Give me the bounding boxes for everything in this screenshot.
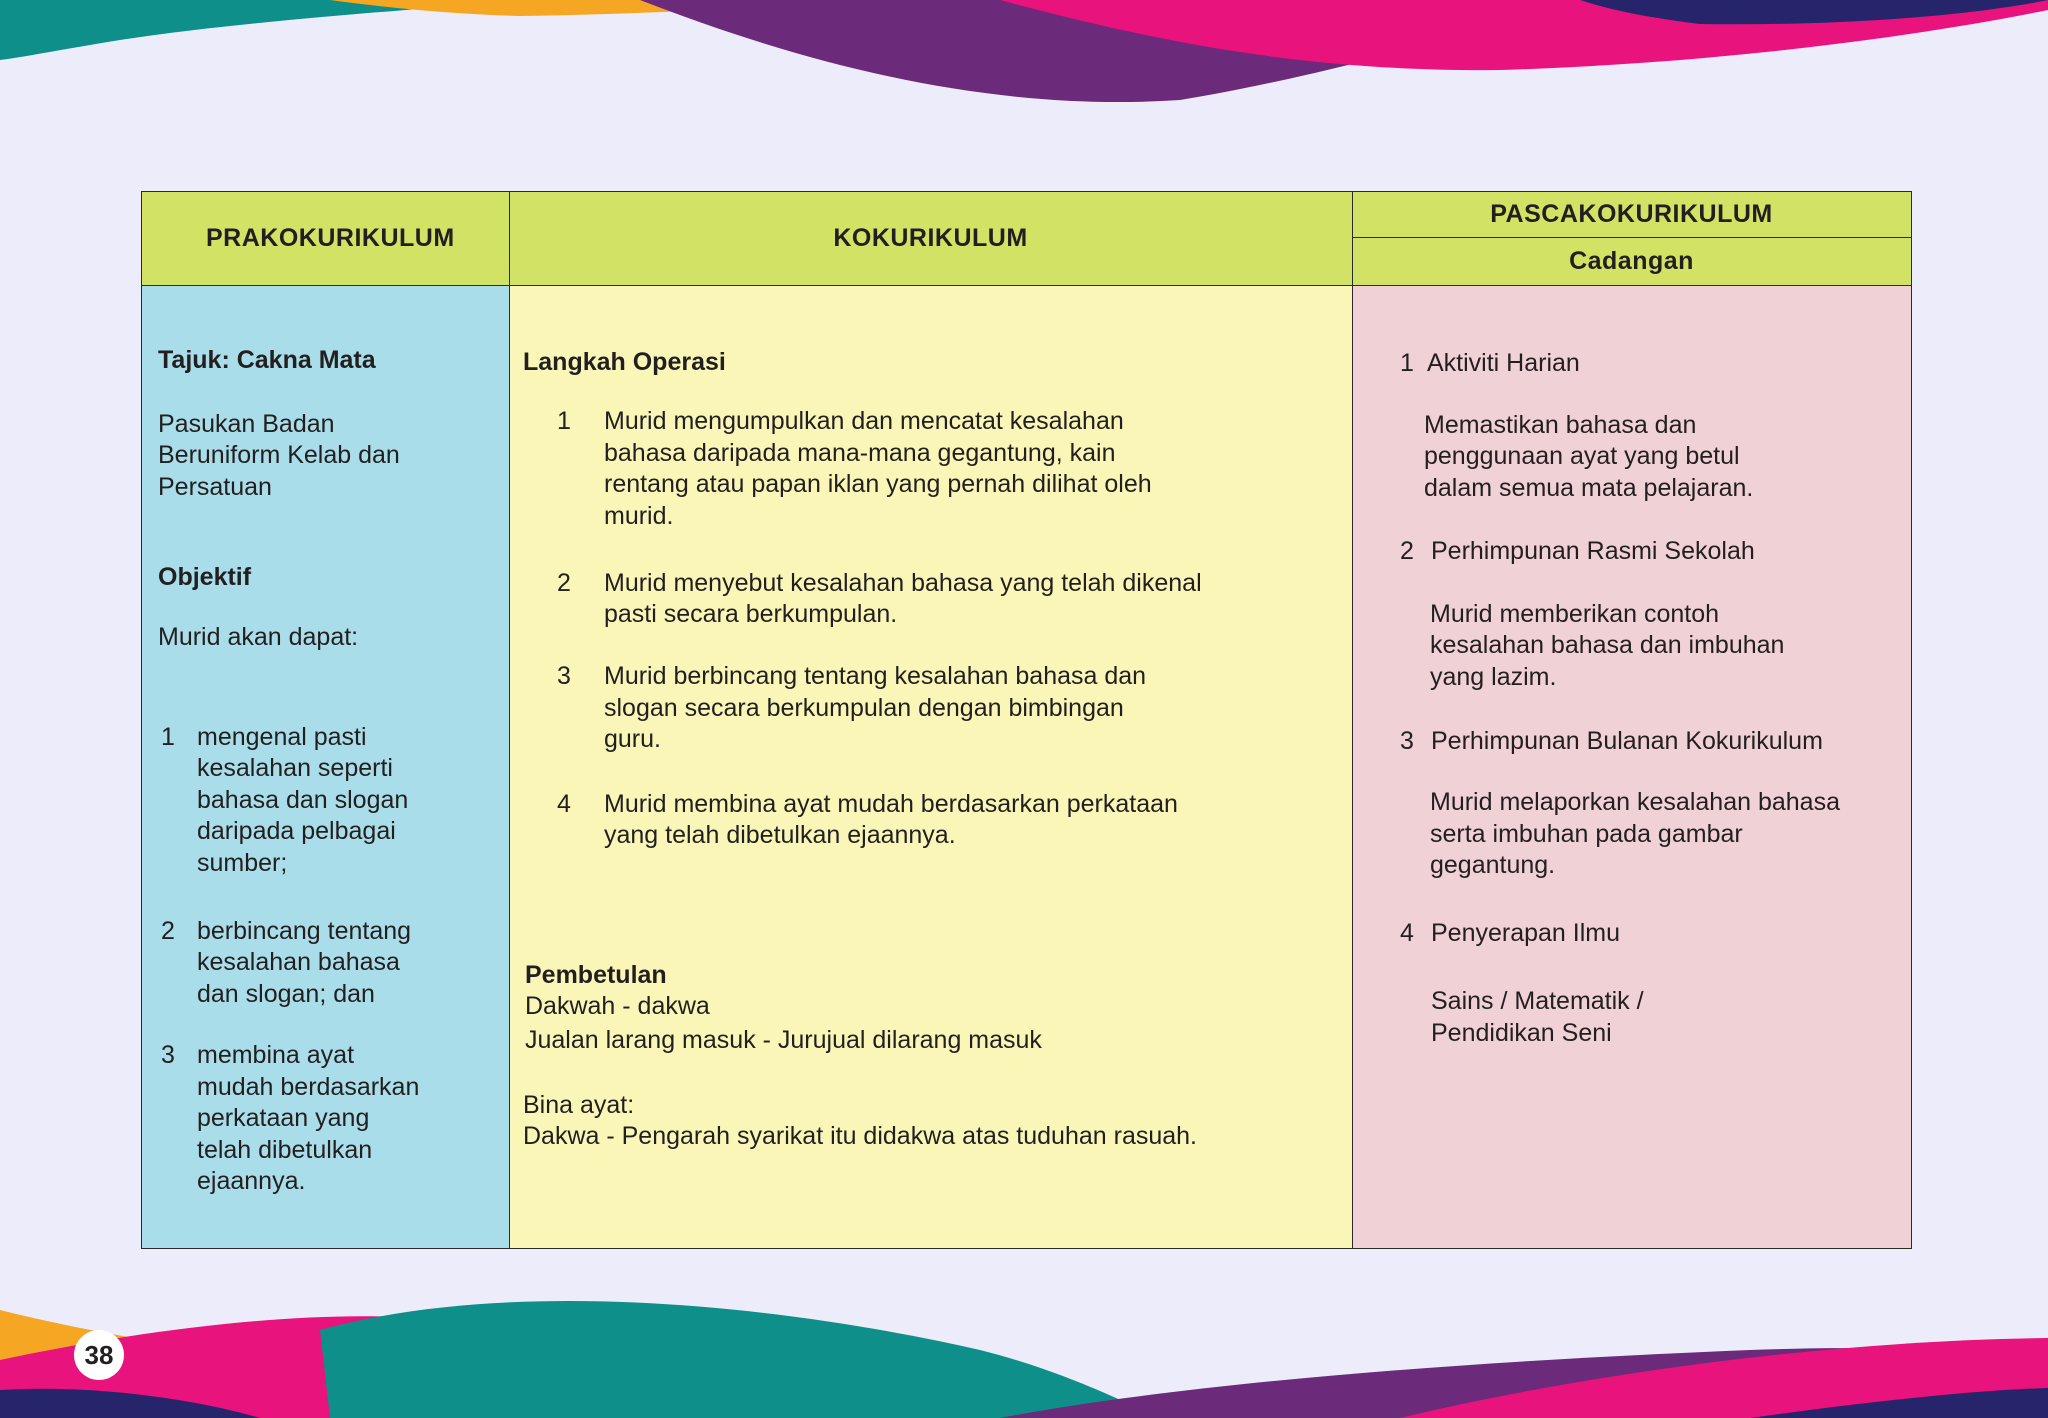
step-line: rentang atau papan iklan yang pernah dilihat oleh — [604, 470, 1152, 498]
suggestion-line: penggunaan ayat yang betul — [1424, 442, 1740, 470]
top-wave-decoration — [0, 0, 2048, 120]
header-pascakokurikulum: PASCAKOKURIKULUM — [1352, 192, 1911, 238]
objective-line: kesalahan seperti — [197, 754, 393, 782]
suggestion-line: Sains / Matematik / — [1431, 987, 1644, 1015]
step-line: Murid berbincang tentang kesalahan bahasa dan — [604, 662, 1147, 690]
objective-line: ejaannya. — [197, 1167, 306, 1195]
suggestion-title: Perhimpunan Bulanan Kokurikulum — [1431, 727, 1823, 755]
bottom-wave-decoration — [0, 1290, 2048, 1418]
objective-intro: Murid akan dapat: — [158, 623, 359, 651]
step-number: 4 — [557, 790, 571, 818]
operation-heading: Langkah Operasi — [523, 348, 726, 376]
kokurikulum-column — [509, 285, 1352, 1248]
correction-line: Dakwah - dakwa — [525, 992, 710, 1020]
objective-line: mengenal pasti — [197, 723, 367, 751]
step-number: 3 — [557, 662, 571, 690]
objective-line: mudah berdasarkan — [197, 1073, 420, 1101]
correction-line: Jualan larang masuk - Jurujual dilarang masuk — [525, 1026, 1042, 1054]
group-line: Beruniform Kelab dan — [158, 441, 400, 469]
objective-line: bahasa dan slogan — [197, 786, 409, 814]
column-divider — [1352, 192, 1353, 1248]
suggestion-line: Memastikan bahasa dan — [1424, 411, 1697, 439]
objective-line: dan slogan; dan — [197, 980, 375, 1008]
suggestion-number: 4 — [1400, 919, 1414, 947]
step-line: Murid membina ayat mudah berdasarkan perkataan — [604, 790, 1178, 818]
step-line: bahasa daripada mana-mana gegantung, kain — [604, 439, 1116, 467]
header-cadangan: Cadangan — [1352, 238, 1911, 285]
curriculum-table — [141, 191, 1912, 1249]
step-number: 2 — [557, 569, 571, 597]
header-prakokurikulum: PRAKOKURIKULUM — [142, 192, 509, 285]
step-line: guru. — [604, 725, 661, 753]
suggestion-line: Murid memberikan contoh — [1430, 600, 1720, 628]
topic-title: Tajuk: Cakna Mata — [158, 346, 376, 374]
sentence-example: Dakwa - Pengarah syarikat itu didakwa atas tuduhan rasuah. — [523, 1122, 1197, 1150]
suggestion-line: kesalahan bahasa dan imbuhan — [1430, 631, 1785, 659]
suggestion-line: dalam semua mata pelajaran. — [1424, 474, 1754, 502]
suggestion-number: 2 — [1400, 537, 1414, 565]
suggestion-line: yang lazim. — [1430, 663, 1557, 691]
step-line: yang telah dibetulkan ejaannya. — [604, 821, 956, 849]
step-number: 1 — [557, 407, 571, 435]
step-line: Murid menyebut kesalahan bahasa yang telah dikenal — [604, 569, 1202, 597]
step-line: slogan secara berkumpulan dengan bimbingan — [604, 694, 1124, 722]
sentence-heading: Bina ayat: — [523, 1091, 635, 1119]
objective-line: membina ayat — [197, 1041, 355, 1069]
group-line: Persatuan — [158, 473, 272, 501]
pascakokurikulum-column — [1352, 285, 1911, 1248]
correction-heading: Pembetulan — [525, 961, 667, 989]
page-number: 38 — [74, 1330, 124, 1380]
prakokurikulum-column — [142, 285, 509, 1248]
suggestion-line: serta imbuhan pada gambar — [1430, 820, 1743, 848]
header-kokurikulum: KOKURIKULUM — [509, 192, 1352, 285]
suggestion-number: 1 — [1400, 349, 1414, 377]
suggestion-title: Perhimpunan Rasmi Sekolah — [1431, 537, 1755, 565]
objective-number: 3 — [161, 1041, 175, 1069]
suggestion-line: Pendidikan Seni — [1431, 1019, 1612, 1047]
step-line: murid. — [604, 502, 674, 530]
step-line: pasti secara berkumpulan. — [604, 600, 898, 628]
objective-line: perkataan yang — [197, 1104, 370, 1132]
objective-line: berbincang tentang — [197, 917, 412, 945]
suggestion-line: Murid melaporkan kesalahan bahasa — [1430, 788, 1840, 816]
step-line: Murid mengumpulkan dan mencatat kesalahan — [604, 407, 1124, 435]
suggestion-number: 3 — [1400, 727, 1414, 755]
objective-line: sumber; — [197, 849, 288, 877]
group-line: Pasukan Badan — [158, 410, 335, 438]
objective-line: daripada pelbagai — [197, 817, 396, 845]
objective-line: kesalahan bahasa — [197, 948, 400, 976]
suggestion-line: gegantung. — [1430, 851, 1556, 879]
objective-number: 1 — [161, 723, 175, 751]
objective-number: 2 — [161, 917, 175, 945]
column-divider — [509, 192, 510, 1248]
suggestion-title: Penyerapan Ilmu — [1431, 919, 1621, 947]
objective-heading: Objektif — [158, 563, 252, 591]
suggestion-title: Aktiviti Harian — [1427, 349, 1580, 377]
objective-line: telah dibetulkan — [197, 1136, 373, 1164]
